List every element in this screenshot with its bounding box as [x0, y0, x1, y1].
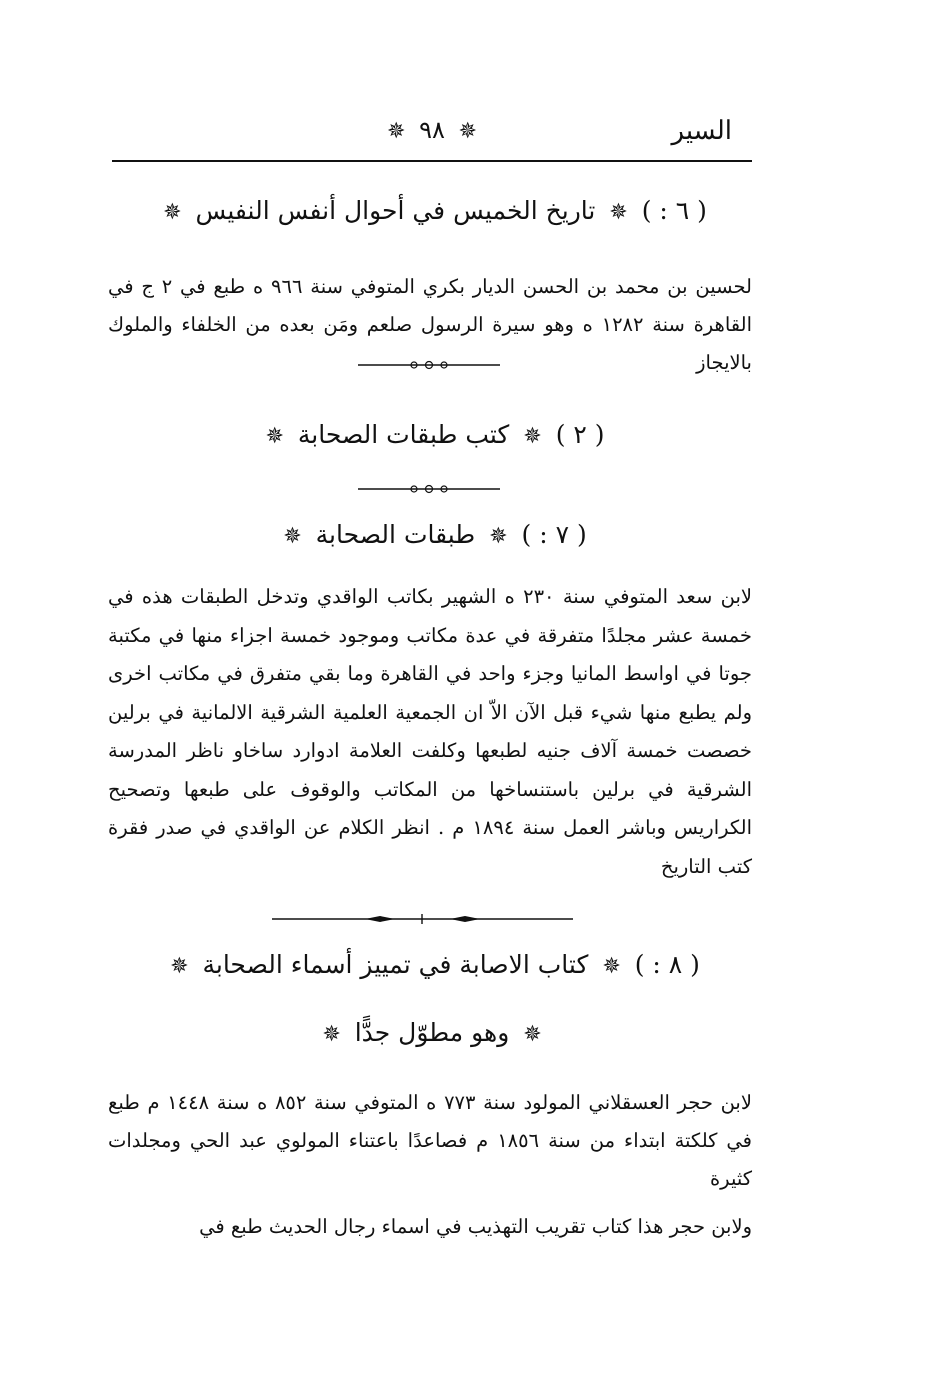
- star-ornament-icon: ✵: [602, 954, 621, 979]
- running-title: السير: [671, 116, 732, 146]
- star-ornament-icon: ✵: [170, 954, 189, 979]
- entry-8-subheading: [112, 1018, 752, 1047]
- entry-8-body-continued: ولابن حجر هذا كتاب تقريب التهذيب في اسماء رجال الحديث طبع في: [199, 1215, 752, 1238]
- entry-title: كتاب الاصابة في تمييز أسماء الصحابة: [202, 950, 589, 979]
- entry-number: ( ٧ : ): [521, 520, 587, 549]
- page-number: ٩٨: [419, 116, 445, 144]
- star-ornament-icon: ✵: [322, 1022, 341, 1047]
- entry-6-body: لحسين بن محمد بن الحسن الديار بكري المتوفي سنة ٩٦٦ ه طبع في ٢ ج في القاهرة سنة ١٢٨٢ ه وهو سيرة الرسول صلعم ومَن بعده من الخلفاء والملوك بالايجاز: [108, 275, 753, 374]
- entry-8-body: لابن حجر العسقلاني المولود سنة ٧٧٣ ه المتوفي سنة ٨٥٢ ه سنة ١٤٤٨ م طبع في كلكتة ابتداء من سنة ١٨٥٦ م فصاعدًا باعتناء المولوي عبد الحي ومجلدات كثيرة: [108, 1091, 752, 1190]
- star-ornament-icon: ✵: [265, 424, 284, 449]
- entry-subtitle: وهو مطوّل جدًّا: [354, 1018, 510, 1047]
- page-number-group: [112, 116, 752, 144]
- chapter-title: كتب طبقات الصحابة: [297, 420, 510, 449]
- entry-title: طبقات الصحابة: [315, 520, 476, 549]
- ornamental-divider: [356, 360, 502, 370]
- running-header: [112, 108, 752, 162]
- entry-number: ( ٦ : ): [641, 196, 707, 225]
- entry-7-heading: [112, 520, 752, 549]
- entry-8-heading: [112, 950, 752, 979]
- ornamental-divider: [356, 484, 502, 494]
- star-ornament-icon: ✵: [523, 1022, 542, 1047]
- star-ornament-icon: ✵: [609, 200, 628, 225]
- star-ornament-icon: ✵: [283, 524, 302, 549]
- ornamental-divider: [270, 914, 575, 924]
- star-ornament-icon: ✵: [458, 119, 477, 144]
- star-ornament-icon: ✵: [163, 200, 182, 225]
- entry-6-heading: [112, 196, 752, 225]
- entry-number: ( ٨ : ): [634, 950, 700, 979]
- chapter-2-heading: [112, 420, 752, 449]
- star-ornament-icon: ✵: [489, 524, 508, 549]
- entry-7-body: لابن سعد المتوفي سنة ٢٣٠ ه الشهير بكاتب الواقدي وتدخل الطبقات هذه في خمسة عشر مجلدًا متفرقة في عدة مكاتب وموجود خمسة اجزاء منها في مكتبة جوتا في اواسط المانيا وجزء واحد في القاهرة وما بقي متفرق في مكاتب اخرى ولم يطبع منها شيء قبل الآن الاّ ان الجمعية العلمية الشرقية الالمانية في برلين خصصت خمسة آلاف جنيه لطبعها وكلفت العلامة ادوارد ساخاو ناظر المدرسة الشرقية في برلين باستنساخها من المكاتب والوقوف على طبعها وتصحيح الكراريس وباشر العمل سنة ١٨٩٤ م . انظر الكلام عن الواقدي في صدر فقرة كتب التاريخ: [108, 585, 752, 878]
- entry-title: تاريخ الخميس في أحوال أنفس النفيس: [195, 196, 596, 225]
- star-ornament-icon: ✵: [523, 424, 542, 449]
- chapter-number: ( ٢ ): [555, 420, 605, 449]
- star-ornament-icon: ✵: [387, 119, 406, 144]
